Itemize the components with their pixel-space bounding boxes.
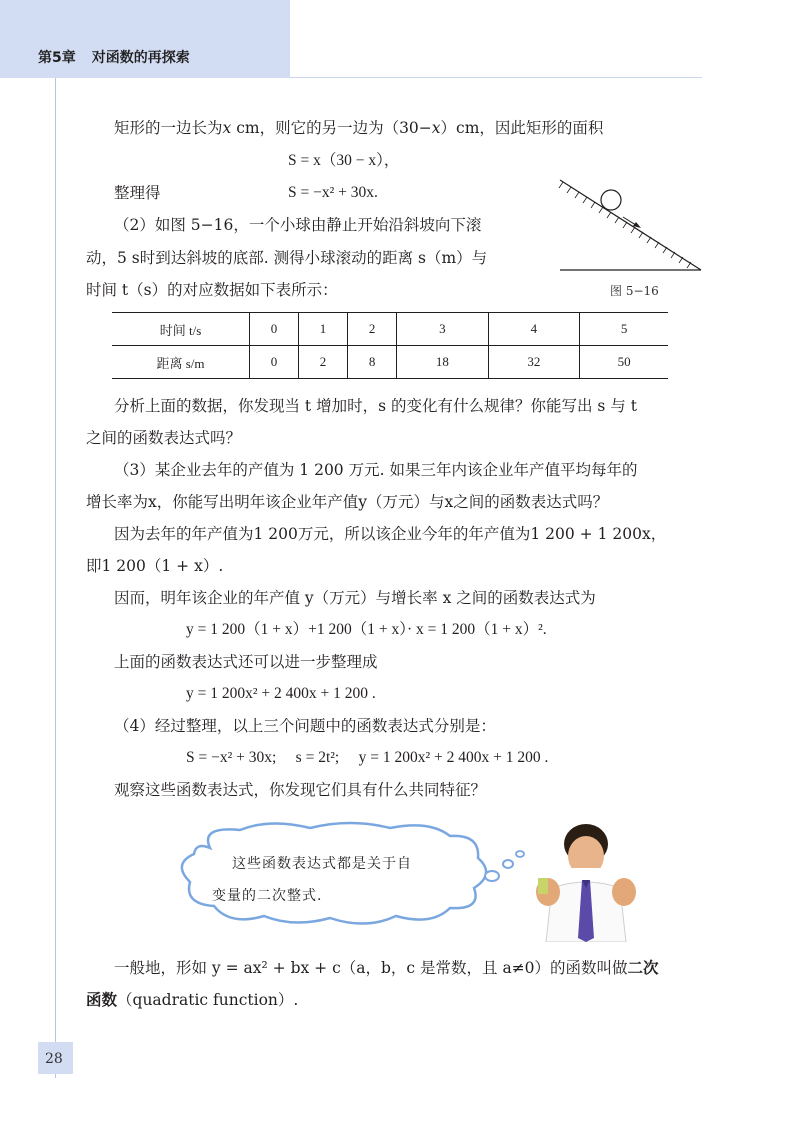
table-cell: 0: [250, 313, 299, 346]
bubble-line: 这些函数表达式都是关于自: [232, 856, 412, 872]
chapter-title: 对函数的再探索: [91, 50, 190, 66]
text-line: 因为去年的年产值为1 200万元，所以该企业今年的年产值为1 200 + 1 200x，: [114, 525, 667, 543]
table-cell: 4: [488, 313, 580, 346]
table-cell: 5: [580, 313, 668, 346]
table-cell: 8: [348, 346, 397, 379]
text-line: （3）某企业去年的产值为 1 200 万元. 如果三年内该企业年产值平均每年的: [114, 461, 638, 479]
page-number: 28: [45, 1051, 63, 1067]
data-table: [112, 312, 668, 379]
text-line: 即1 200（1 + x）.: [86, 557, 224, 575]
row-label: 时间 t/s: [112, 313, 250, 346]
margin-rule: [55, 78, 56, 1078]
table-row: [112, 346, 668, 379]
text-line: （4）经过整理，以上三个问题中的函数表达式分别是：: [114, 717, 496, 735]
text-line: 上面的函数表达式还可以进一步整理成: [114, 653, 378, 671]
thought-bubble: [170, 818, 540, 930]
header-rule: [290, 77, 702, 78]
text-line: 时间 t（s）的对应数据如下表所示：: [86, 281, 338, 299]
slope-figure: [555, 175, 705, 275]
table-cell: 0: [250, 346, 299, 379]
table-cell: 2: [348, 313, 397, 346]
bubble-line: 变量的二次整式.: [212, 888, 323, 904]
table-cell: 18: [397, 346, 489, 379]
ball: [601, 190, 621, 210]
table-cell: 3: [397, 313, 489, 346]
equation: S = −x² + 30x; s = 2t²; y = 1 200x² + 2 400x + 1 200 .: [186, 749, 549, 766]
equation: S = x（30 − x），: [288, 152, 400, 169]
text-line: 之间的函数表达式吗？: [86, 429, 242, 447]
boy-illustration: [526, 818, 646, 942]
text-line: 矩形的一边长为x cm，则它的另一边为（30−x）cm，因此矩形的面积: [114, 119, 604, 137]
text-line: 观察这些函数表达式，你发现它们具有什么共同特征？: [114, 781, 487, 799]
table-cell: 2: [299, 346, 348, 379]
table-row: [112, 313, 668, 346]
text-line: 动，5 s时到达斜坡的底部. 测得小球滚动的距离 s（m）与: [86, 249, 488, 267]
table-cell: 50: [580, 346, 668, 379]
equation: y = 1 200x² + 2 400x + 1 200 .: [186, 685, 376, 702]
table-cell: 1: [299, 313, 348, 346]
chapter-number: 第5章: [38, 50, 76, 66]
equation: y = 1 200（1 + x）+1 200（1 + x）· x = 1 200（1 + x）².: [186, 621, 547, 638]
definition-line: 一般地，形如 y = ax² + bx + c（a，b，c 是常数，且 a≠0）的函数叫做二次: [114, 958, 659, 977]
text-line: 增长率为x，你能写出明年该企业年产值y（万元）与x之间的函数表达式吗？: [86, 493, 609, 511]
row-label: 距离 s/m: [112, 346, 250, 379]
table-cell: 32: [488, 346, 580, 379]
text-line: 整理得: [114, 184, 161, 202]
text-line: 分析上面的数据，你发现当 t 增加时，s 的变化有什么规律？你能写出 s 与 t: [114, 397, 637, 415]
chapter-heading: [38, 47, 206, 67]
text-line: 因而，明年该企业的年产值 y（万元）与增长率 x 之间的函数表达式为: [114, 589, 596, 607]
figure-caption: 图 5−16: [610, 284, 659, 298]
equation: S = −x² + 30x.: [288, 184, 378, 201]
text-line: （2）如图 5−16，一个小球由静止开始沿斜坡向下滚: [114, 216, 482, 234]
definition-line: 函数（quadratic function）.: [86, 990, 299, 1009]
